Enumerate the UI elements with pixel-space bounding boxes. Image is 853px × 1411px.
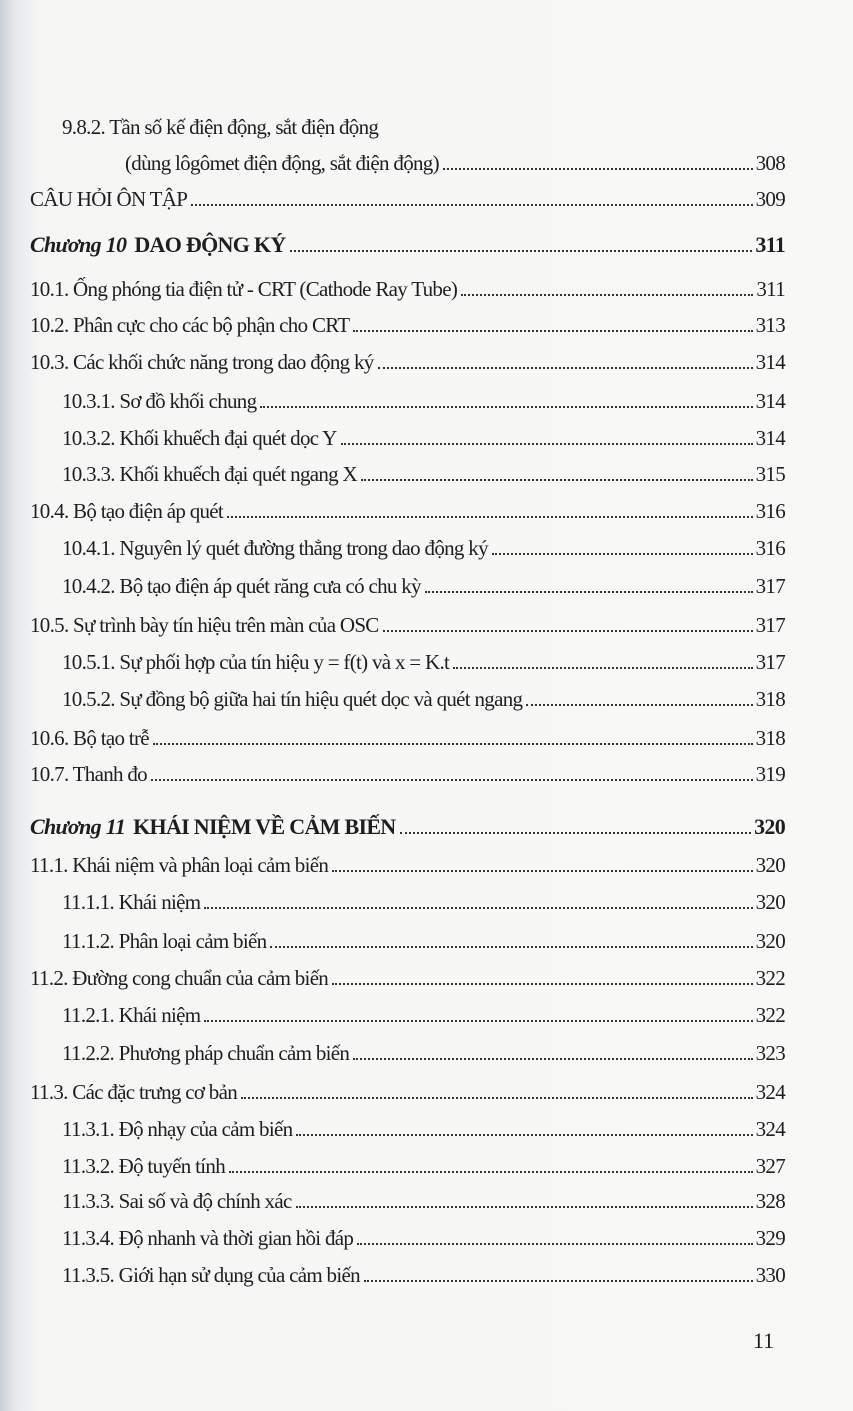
toc-entry <box>0 1036 785 1066</box>
dot-leader <box>353 1058 752 1060</box>
dot-leader <box>443 168 753 170</box>
entry-page: 314 <box>755 389 785 413</box>
toc-entry <box>0 721 785 751</box>
toc-entry <box>0 384 785 414</box>
entry-title: 10.3.3. Khối khuếch đại quét ngang X <box>62 462 357 486</box>
chapter-number: Chương 11 <box>30 814 126 839</box>
dot-leader <box>191 204 752 206</box>
entry-page: 314 <box>755 350 785 374</box>
dot-leader <box>270 946 752 948</box>
entry-title: 11.3.4. Độ nhanh và thời gian hồi đáp <box>62 1226 354 1250</box>
toc-entry <box>0 569 785 599</box>
dot-leader <box>332 870 752 872</box>
dot-leader <box>341 443 753 445</box>
dot-leader <box>383 630 753 632</box>
entry-page: 311 <box>755 232 785 257</box>
entry-title: 11.3. Các đặc trưng cơ bản <box>30 1080 238 1104</box>
toc-entry <box>0 998 785 1028</box>
entry-page: 313 <box>755 313 785 337</box>
toc-entry <box>0 345 785 375</box>
entry-title: 10.5.2. Sự đồng bộ giữa hai tín hiệu quét dọc và quét ngang <box>62 687 523 711</box>
entry-title: 11.3.1. Độ nhạy của cảm biến <box>62 1117 293 1141</box>
entry-page: 320 <box>754 814 785 839</box>
dot-leader <box>400 832 752 834</box>
toc-entry <box>0 1258 785 1288</box>
dot-leader <box>361 479 753 481</box>
toc-entry <box>0 924 785 954</box>
toc-entry <box>0 608 785 638</box>
entry-page: 330 <box>755 1263 785 1287</box>
entry-title: 10.2. Phân cực cho các bộ phận cho CRT <box>30 313 350 337</box>
dot-leader <box>227 516 753 518</box>
toc-entry <box>0 885 785 915</box>
entry-page: 309 <box>755 187 785 211</box>
toc-entry <box>0 272 785 302</box>
toc-entry <box>0 1221 785 1251</box>
dot-leader <box>153 743 753 745</box>
entry-page: 314 <box>755 426 785 450</box>
dot-leader <box>204 1020 752 1022</box>
dot-leader <box>453 667 752 669</box>
dot-leader <box>357 1243 752 1245</box>
entry-page: 311 <box>756 277 785 301</box>
entry-title: 10.6. Bộ tạo trễ <box>30 726 149 750</box>
entry-title: 9.8.2. Tần số kế điện động, sắt điện động <box>62 115 379 139</box>
toc-entry <box>0 494 785 524</box>
entry-page: 322 <box>755 1003 785 1027</box>
entry-title: CÂU HỎI ÔN TẬP <box>30 187 188 211</box>
toc-chapter-entry <box>0 810 785 840</box>
entry-title: 11.2.2. Phương pháp chuẩn cảm biến <box>62 1041 350 1065</box>
dot-leader <box>296 1206 753 1208</box>
entry-page: 320 <box>755 929 785 953</box>
dot-leader <box>204 907 752 909</box>
entry-title: 11.3.5. Giới hạn sử dụng của cảm biến <box>62 1263 360 1287</box>
entry-page: 316 <box>755 499 785 523</box>
entry-title: KHÁI NIỆM VỀ CẢM BIẾN <box>133 814 396 839</box>
entry-page: 322 <box>755 966 785 990</box>
dot-leader <box>425 591 753 593</box>
entry-title: 11.3.2. Độ tuyến tính <box>62 1154 226 1178</box>
dot-leader <box>296 1134 752 1136</box>
entry-title: 10.5. Sự trình bày tín hiệu trên màn của OSC <box>30 613 379 637</box>
entry-page: 323 <box>755 1041 785 1065</box>
toc-entry <box>0 1075 785 1105</box>
entry-page: 317 <box>755 574 785 598</box>
entry-title: 10.3. Các khối chức năng trong dao động ký <box>30 350 374 374</box>
dot-leader <box>364 1280 753 1282</box>
entry-title: 10.4.2. Bộ tạo điện áp quét răng cưa có chu kỳ <box>62 574 421 598</box>
entry-page: 320 <box>755 890 785 914</box>
dot-leader <box>290 250 753 252</box>
toc-entry <box>0 961 785 991</box>
entry-title: 11.3.3. Sai số và độ chính xác <box>62 1189 292 1213</box>
toc-entry <box>0 757 785 787</box>
dot-leader <box>260 406 752 408</box>
entry-title: DAO ĐỘNG KÝ <box>134 232 286 257</box>
entry-page: 308 <box>755 151 785 175</box>
toc-entry <box>0 308 785 338</box>
dot-leader <box>378 367 753 369</box>
dot-leader <box>492 553 753 555</box>
toc-entry <box>0 1149 785 1179</box>
toc-entry <box>0 110 785 140</box>
entry-title: 10.1. Ống phóng tia điện tử - CRT (Cathode Ray Tube) <box>30 277 458 301</box>
entry-title: 11.1. Khái niệm và phân loại cảm biến <box>30 853 329 877</box>
toc-entry <box>0 457 785 487</box>
dot-leader <box>526 704 752 706</box>
toc-entry <box>0 182 785 212</box>
entry-page: 327 <box>755 1154 785 1178</box>
entry-title: 11.2.1. Khái niệm <box>62 1003 201 1027</box>
entry-title: 10.3.2. Khối khuếch đại quét dọc Y <box>62 426 337 450</box>
entry-page: 320 <box>755 853 785 877</box>
entry-title: (dùng lôgômet điện động, sắt điện động) <box>125 151 439 175</box>
entry-title: 11.1.1. Khái niệm <box>62 890 201 914</box>
dot-leader <box>151 779 753 781</box>
toc-entry <box>0 531 785 561</box>
entry-title: 10.4. Bộ tạo điện áp quét <box>30 499 224 523</box>
entry-title: 10.4.1. Nguyên lý quét đường thẳng trong dao động ký <box>62 536 488 560</box>
dot-leader <box>461 294 753 296</box>
dot-leader <box>241 1097 753 1099</box>
dot-leader <box>353 330 752 332</box>
dot-leader <box>332 983 752 985</box>
entry-page: 315 <box>755 462 785 486</box>
entry-page: 318 <box>755 687 785 711</box>
page-number: 11 <box>753 1328 775 1353</box>
toc-entry <box>0 1112 785 1142</box>
toc-entry <box>0 1184 785 1214</box>
entry-page: 329 <box>755 1226 785 1250</box>
dot-leader <box>229 1171 753 1173</box>
toc-chapter-entry <box>0 228 785 258</box>
entry-page: 319 <box>755 762 785 786</box>
entry-page: 324 <box>755 1117 785 1141</box>
entry-title: 11.1.2. Phân loại cảm biến <box>62 929 267 953</box>
entry-page: 328 <box>755 1189 785 1213</box>
entry-title: 10.3.1. Sơ đồ khối chung <box>62 389 257 413</box>
entry-page: 324 <box>755 1080 785 1104</box>
chapter-number: Chương 10 <box>30 232 127 257</box>
entry-page: 317 <box>755 650 785 674</box>
entry-page: 316 <box>755 536 785 560</box>
toc-entry <box>0 421 785 451</box>
entry-page: 317 <box>755 613 785 637</box>
entry-page: 318 <box>755 726 785 750</box>
toc-entry <box>0 645 785 675</box>
entry-title: 10.5.1. Sự phối hợp của tín hiệu y = f(t) và x = K.t <box>62 650 450 674</box>
toc-entry <box>0 146 785 176</box>
toc-entry <box>0 848 785 878</box>
toc-entry <box>0 682 785 712</box>
entry-title: 11.2. Đường cong chuẩn của cảm biến <box>30 966 329 990</box>
entry-title: 10.7. Thanh đo <box>30 762 147 786</box>
